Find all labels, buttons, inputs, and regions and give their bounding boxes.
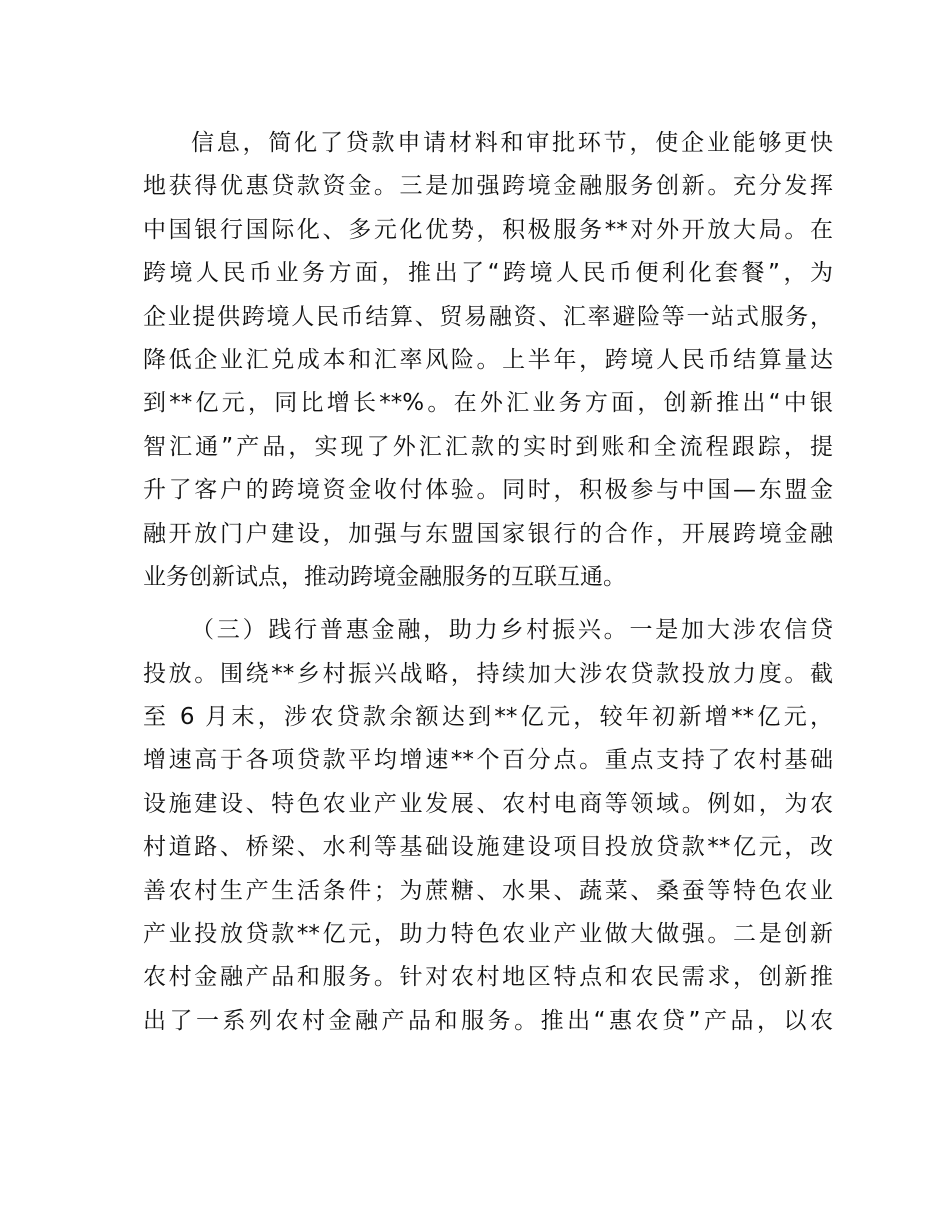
- text-line: 融开放门户建设，加强与东盟国家银行的合作，开展跨境金融: [143, 520, 833, 547]
- text-line: 至 6 月末，涉农贷款余额达到**亿元，较年初新增**亿元，: [143, 704, 833, 731]
- body-text: [143, 122, 833, 1043]
- text-line: 信息，简化了贷款申请材料和审批环节，使企业能够更快: [191, 130, 833, 156]
- text-line: 企业提供跨境人民币结算、贸易融资、汇率避险等一站式服务，: [143, 303, 833, 330]
- text-line: 升了客户的跨境资金收付体验。同时，积极参与中国—东盟金: [143, 477, 833, 504]
- text-line: 投放。围绕**乡村振兴战略，持续加大涉农贷款投放力度。截: [143, 660, 833, 687]
- text-line: 村道路、桥梁、水利等基础设施建设项目投放贷款**亿元，改: [143, 834, 833, 861]
- text-line: 到**亿元，同比增长**%。在外汇业务方面，创新推出“中银: [143, 390, 833, 417]
- text-line: 地获得优惠贷款资金。三是加强跨境金融服务创新。充分发挥: [143, 173, 833, 200]
- text-line: 善农村生产生活条件；为蔗糖、水果、蔬菜、桑蚕等特色农业: [143, 877, 833, 904]
- text-line: 智汇通”产品，实现了外汇汇款的实时到账和全流程跟踪，提: [143, 433, 833, 460]
- text-line: 跨境人民币业务方面，推出了“跨境人民币便利化套餐”，为: [143, 260, 833, 287]
- text-line: 业务创新试点，推动跨境金融服务的互联互通。: [143, 563, 626, 590]
- text-line: 产业投放贷款**亿元，助力特色农业产业做大做强。二是创新: [143, 921, 833, 948]
- text-line: （三）践行普惠金融，助力乡村振兴。一是加大涉农信贷: [191, 617, 833, 644]
- paragraph-cross-border-finance: [143, 122, 833, 599]
- text-line: 增速高于各项贷款平均增速**个百分点。重点支持了农村基础: [143, 747, 833, 774]
- text-line: 降低企业汇兑成本和汇率风险。上半年，跨境人民币结算量达: [143, 346, 833, 373]
- text-line: 中国银行国际化、多元化优势，积极服务**对外开放大局。在: [143, 216, 833, 243]
- paragraph-spacer: [143, 599, 833, 609]
- text-line: 出了一系列农村金融产品和服务。推出“惠农贷”产品，以农: [143, 1007, 833, 1034]
- text-line: 设施建设、特色农业产业发展、农村电商等领域。例如，为农: [143, 790, 833, 817]
- paragraph-inclusive-finance: [143, 609, 833, 1043]
- text-line: 农村金融产品和服务。针对农村地区特点和农民需求，创新推: [143, 964, 833, 991]
